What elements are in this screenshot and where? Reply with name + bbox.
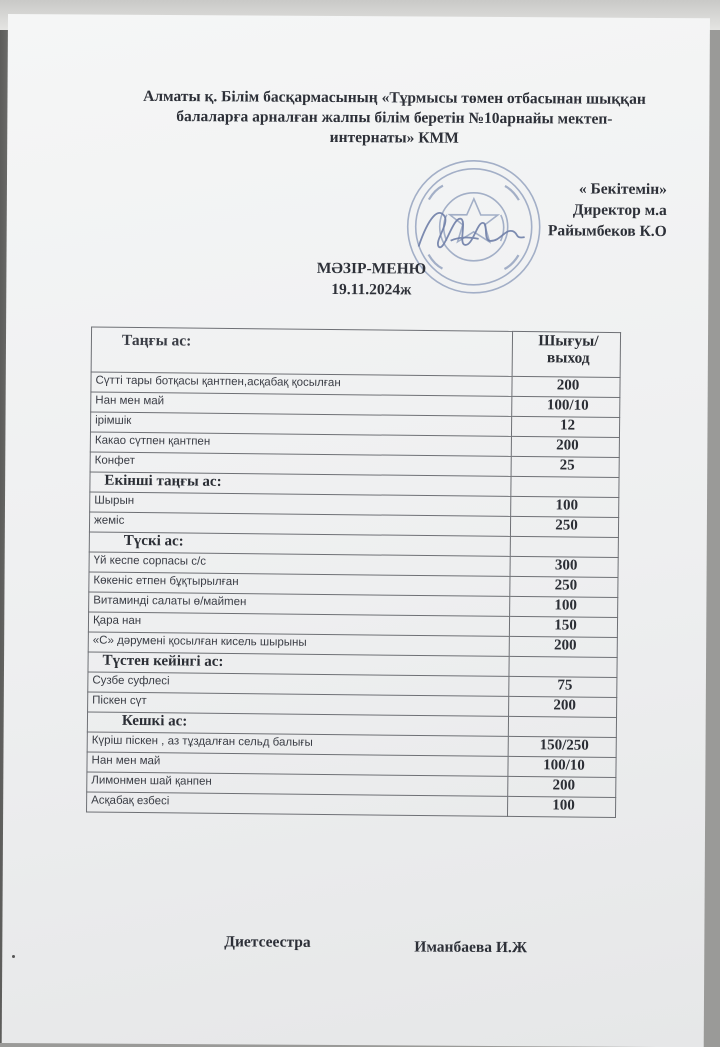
section-qty-empty	[511, 476, 619, 497]
menu-item-name: Асқабақ езбесі	[87, 792, 508, 816]
menu-item-name: Лимонмен шай қанпен	[87, 772, 508, 796]
menu-item-qty: 200	[508, 776, 616, 797]
menu-title: МӘЗІР-МЕНЮ	[316, 259, 427, 278]
signature-role: Диетсеестра	[224, 933, 311, 951]
header-line-3: интернаты» КММ	[329, 128, 459, 147]
menu-item-qty: 150	[509, 616, 617, 637]
paper-speck	[12, 955, 15, 958]
menu-item-qty: 200	[512, 376, 620, 397]
menu-item-qty: 200	[509, 696, 617, 717]
section-label: Кешкі ас:	[87, 712, 508, 736]
menu-item-qty: 75	[509, 676, 617, 697]
menu-item-qty: 100	[507, 796, 615, 817]
menu-item-name: Үй кеспе сорпасы с/с	[89, 552, 510, 576]
menu-table	[86, 327, 621, 819]
menu-item-qty: 200	[511, 436, 619, 457]
section-label: Екінші таңғы ас:	[90, 472, 511, 496]
section-label: Түскі ас:	[89, 532, 510, 556]
menu-item-qty: 25	[511, 456, 619, 477]
approval-line-3: Райымбеков К.О	[547, 222, 667, 241]
menu-item-name: Күріш піскен , аз тұздалған сельд балығы	[87, 732, 508, 756]
paper-sheet	[2, 14, 710, 1047]
menu-item-qty: 12	[511, 416, 619, 437]
menu-item-qty: 100/10	[512, 396, 620, 417]
table-header-row	[91, 327, 620, 378]
approval-block	[548, 178, 667, 242]
menu-item-name: жеміс	[89, 512, 510, 536]
menu-item-qty: 100/10	[508, 756, 616, 777]
menu-item-name: Шырын	[90, 492, 511, 516]
menu-item-name: ірімшік	[90, 412, 511, 436]
header-line-1: Алматы қ. Білім басқармасының «Тұрмысы төмен отбасынан шыққан	[143, 87, 646, 108]
menu-item-name: «С» дәрумені қосылған кисель шырыны	[88, 632, 509, 656]
section-qty-empty	[510, 536, 618, 557]
yield-column-header: Шығуы/выход	[512, 331, 620, 377]
approval-line-1: « Бекітемін»	[578, 180, 667, 199]
menu-item-name: Сузбе суфлесі	[88, 672, 509, 696]
menu-item-qty: 250	[510, 516, 618, 537]
menu-item-qty: 200	[509, 636, 617, 657]
menu-item-name: Көкеніс етпен бұқтырылған	[89, 572, 510, 596]
menu-item-name: Витаминді салаты ө/майmен	[89, 592, 510, 616]
menu-item-name: Нан мен май	[91, 392, 512, 416]
menu-item-qty: 100	[510, 596, 618, 617]
menu-item-qty: 150/250	[508, 736, 616, 757]
menu-item-name: Қара нан	[88, 612, 509, 636]
menu-item-name: Піскен сүт	[88, 692, 509, 716]
menu-date: 19.11.2024ж	[331, 280, 412, 299]
section-qty-empty	[508, 716, 616, 737]
breakfast-section-label: Таңғы ас:	[91, 327, 512, 376]
approval-line-2: Директор м.а	[572, 201, 667, 220]
menu-item-name: Сүтті тары ботқасы қантпен,асқабақ қосылған	[91, 372, 512, 396]
section-qty-empty	[509, 656, 617, 677]
menu-item-qty: 300	[510, 556, 618, 577]
menu-item-name: Какао сүтпен қантпен	[90, 432, 511, 456]
menu-item-qty: 100	[511, 496, 619, 517]
header-line-2: балаларға арналған жалпы білім беретін №10арнайы мектеп-	[176, 108, 613, 128]
section-label: Түстен кейінгі ас:	[88, 652, 509, 676]
menu-item-name: Конфет	[90, 452, 511, 476]
menu-item-qty: 250	[510, 576, 618, 597]
signature-name: Иманбаева И.Ж	[414, 938, 528, 957]
menu-item-name: Нан мен май	[87, 752, 508, 776]
menu-item-row	[87, 792, 616, 818]
institution-header	[99, 87, 689, 151]
